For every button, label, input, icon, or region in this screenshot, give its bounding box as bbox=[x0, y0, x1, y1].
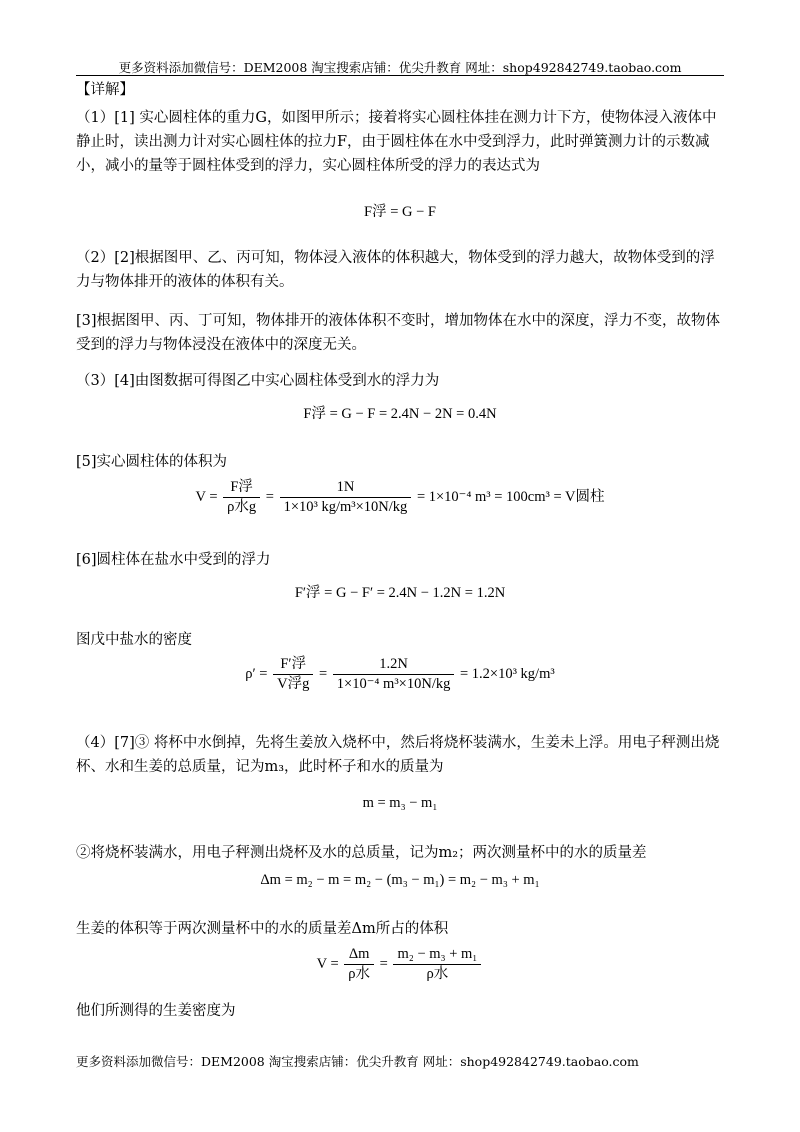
eq3-f2-den: 1×10³ kg/m³×10N/kg bbox=[283, 499, 408, 515]
paragraph-10: 生姜的体积等于两次测量杯中的水的质量差Δm所占的体积 bbox=[76, 921, 449, 937]
eq5-lhs: ρ′ = bbox=[245, 665, 268, 682]
paragraph-9: ②将烧杯装满水，用电子秤测出烧杯及水的总质量，记为m₂；两次测量杯中的水的质量差 bbox=[76, 845, 647, 861]
eq8-f2-den: ρ水 bbox=[426, 966, 449, 982]
eq8-f1-num: Δm bbox=[344, 945, 374, 965]
eq3-f2-num: 1N bbox=[280, 478, 412, 498]
paragraph-2: （2）[2]根据图甲、乙、丙可知，物体浸入液体的体积越大，物体受到的浮力越大，故物体受到的浮力与物体排开的液体的体积有关。 bbox=[76, 250, 715, 290]
paragraph-3: [3]根据图甲、丙、丁可知，物体排开的液体体积不变时，增加物体在水中的深度，浮力不变，故物体受到的浮力与物体浸没在液体中的深度无关。 bbox=[76, 313, 721, 353]
eq8-fraction-1 bbox=[344, 945, 374, 984]
eq8-lhs: V = bbox=[316, 955, 339, 972]
eq3-f1-num: F浮 bbox=[223, 478, 260, 498]
page-header: 更多资料添加微信号：DEM2008 淘宝搜索店铺：优尖升教育 网址：shop492842749.taobao.com bbox=[118, 60, 682, 75]
eq5-f1-num: F′浮 bbox=[273, 655, 313, 675]
eq5-f2-den: 1×10⁻⁴ m³×10N/kg bbox=[336, 676, 451, 692]
eq5-fraction-1 bbox=[273, 655, 313, 694]
paragraph-8: （4）[7]③ 将杯中水倒掉，先将生姜放入烧杯中，然后将烧杯装满水，生姜未上浮。用电子秤测出烧杯、水和生姜的总质量，记为m₃，此时杯子和水的质量为 bbox=[76, 735, 720, 775]
equation-1: F浮 = G − F bbox=[364, 204, 436, 220]
equation-7: Δm = m₂ − m = m₂ − (m₃ − m₁) = m₂ − m₃ + m₁ bbox=[260, 872, 540, 888]
eq5-rhs: = 1.2×10³ kg/m³ bbox=[459, 665, 555, 682]
eq3-fraction-1 bbox=[223, 478, 260, 517]
paragraph-5: [5]实心圆柱体的体积为 bbox=[76, 454, 228, 470]
section-title: 【详解】 bbox=[76, 82, 134, 98]
equation-4: F′浮 = G − F′ = 2.4N − 1.2N = 1.2N bbox=[294, 585, 506, 601]
eq8-fraction-2 bbox=[393, 945, 481, 984]
paragraph-4: （3）[4]由图数据可得图乙中实心圆柱体受到水的浮力为 bbox=[76, 373, 440, 389]
equation-6: m = m₃ − m₁ bbox=[362, 795, 438, 811]
eq5-f1-den: V浮g bbox=[277, 676, 310, 692]
paragraph-7: 图戊中盐水的密度 bbox=[76, 632, 192, 648]
eq8-f1-den: ρ水 bbox=[348, 966, 371, 982]
equation-2: F浮 = G − F = 2.4N − 2N = 0.4N bbox=[303, 406, 497, 422]
eq3-f1-den: ρ水g bbox=[227, 499, 257, 515]
header-rule bbox=[76, 75, 724, 76]
paragraph-11: 他们所测得的生姜密度为 bbox=[76, 1003, 236, 1019]
equation-3: V = $\frac{\text{F浮}}{\text{ρ水g}}$ = $\frac{1N}{\text{1×10³ kg/m³×10N/kg}}$ = 1×10⁻⁴ m³ = 100cm³ = V圆柱 bbox=[195, 479, 605, 515]
equation-8: V = $\frac{\Delta m}{\text{ρ水}}$ = $\frac{\text{m₂ − m₃ + m₁}}{\text{ρ水}}$ bbox=[0, 945, 800, 984]
eq3-lhs: V bbox=[195, 488, 206, 505]
eq3-fraction-2 bbox=[280, 478, 412, 517]
paragraph-6: [6]圆柱体在盐水中受到的浮力 bbox=[76, 552, 271, 568]
page-footer: 更多资料添加微信号：DEM2008 淘宝搜索店铺：优尖升教育 网址：shop492842749.taobao.com bbox=[76, 1054, 639, 1069]
equation-5: ρ′ = $\frac{\text{F′浮}}{\text{V浮g}}$ = $\frac{1.2N}{\text{1×10⁻⁴ m³×10N/kg}}$ = 1.2×10³ kg/m³ bbox=[245, 656, 555, 692]
eq8-f2-num: m₂ − m₃ + m₁ bbox=[393, 945, 481, 965]
eq5-fraction-2 bbox=[333, 655, 455, 694]
eq5-f2-num: 1.2N bbox=[333, 655, 455, 675]
paragraph-1: （1）[1] 实心圆柱体的重力G，如图甲所示；接着将实心圆柱体挂在测力计下方，使物体浸入液体中静止时，读出测力计对实心圆柱体的拉力F，由于圆柱体在水中受到浮力，此时弹簧测力计的示数减小，减小的量等于圆柱体受到的浮力，实心圆柱体所受的浮力的表达式为 bbox=[76, 110, 717, 174]
eq3-rhs: = 1×10⁻⁴ m³ = 100cm³ = V圆柱 bbox=[416, 488, 605, 505]
